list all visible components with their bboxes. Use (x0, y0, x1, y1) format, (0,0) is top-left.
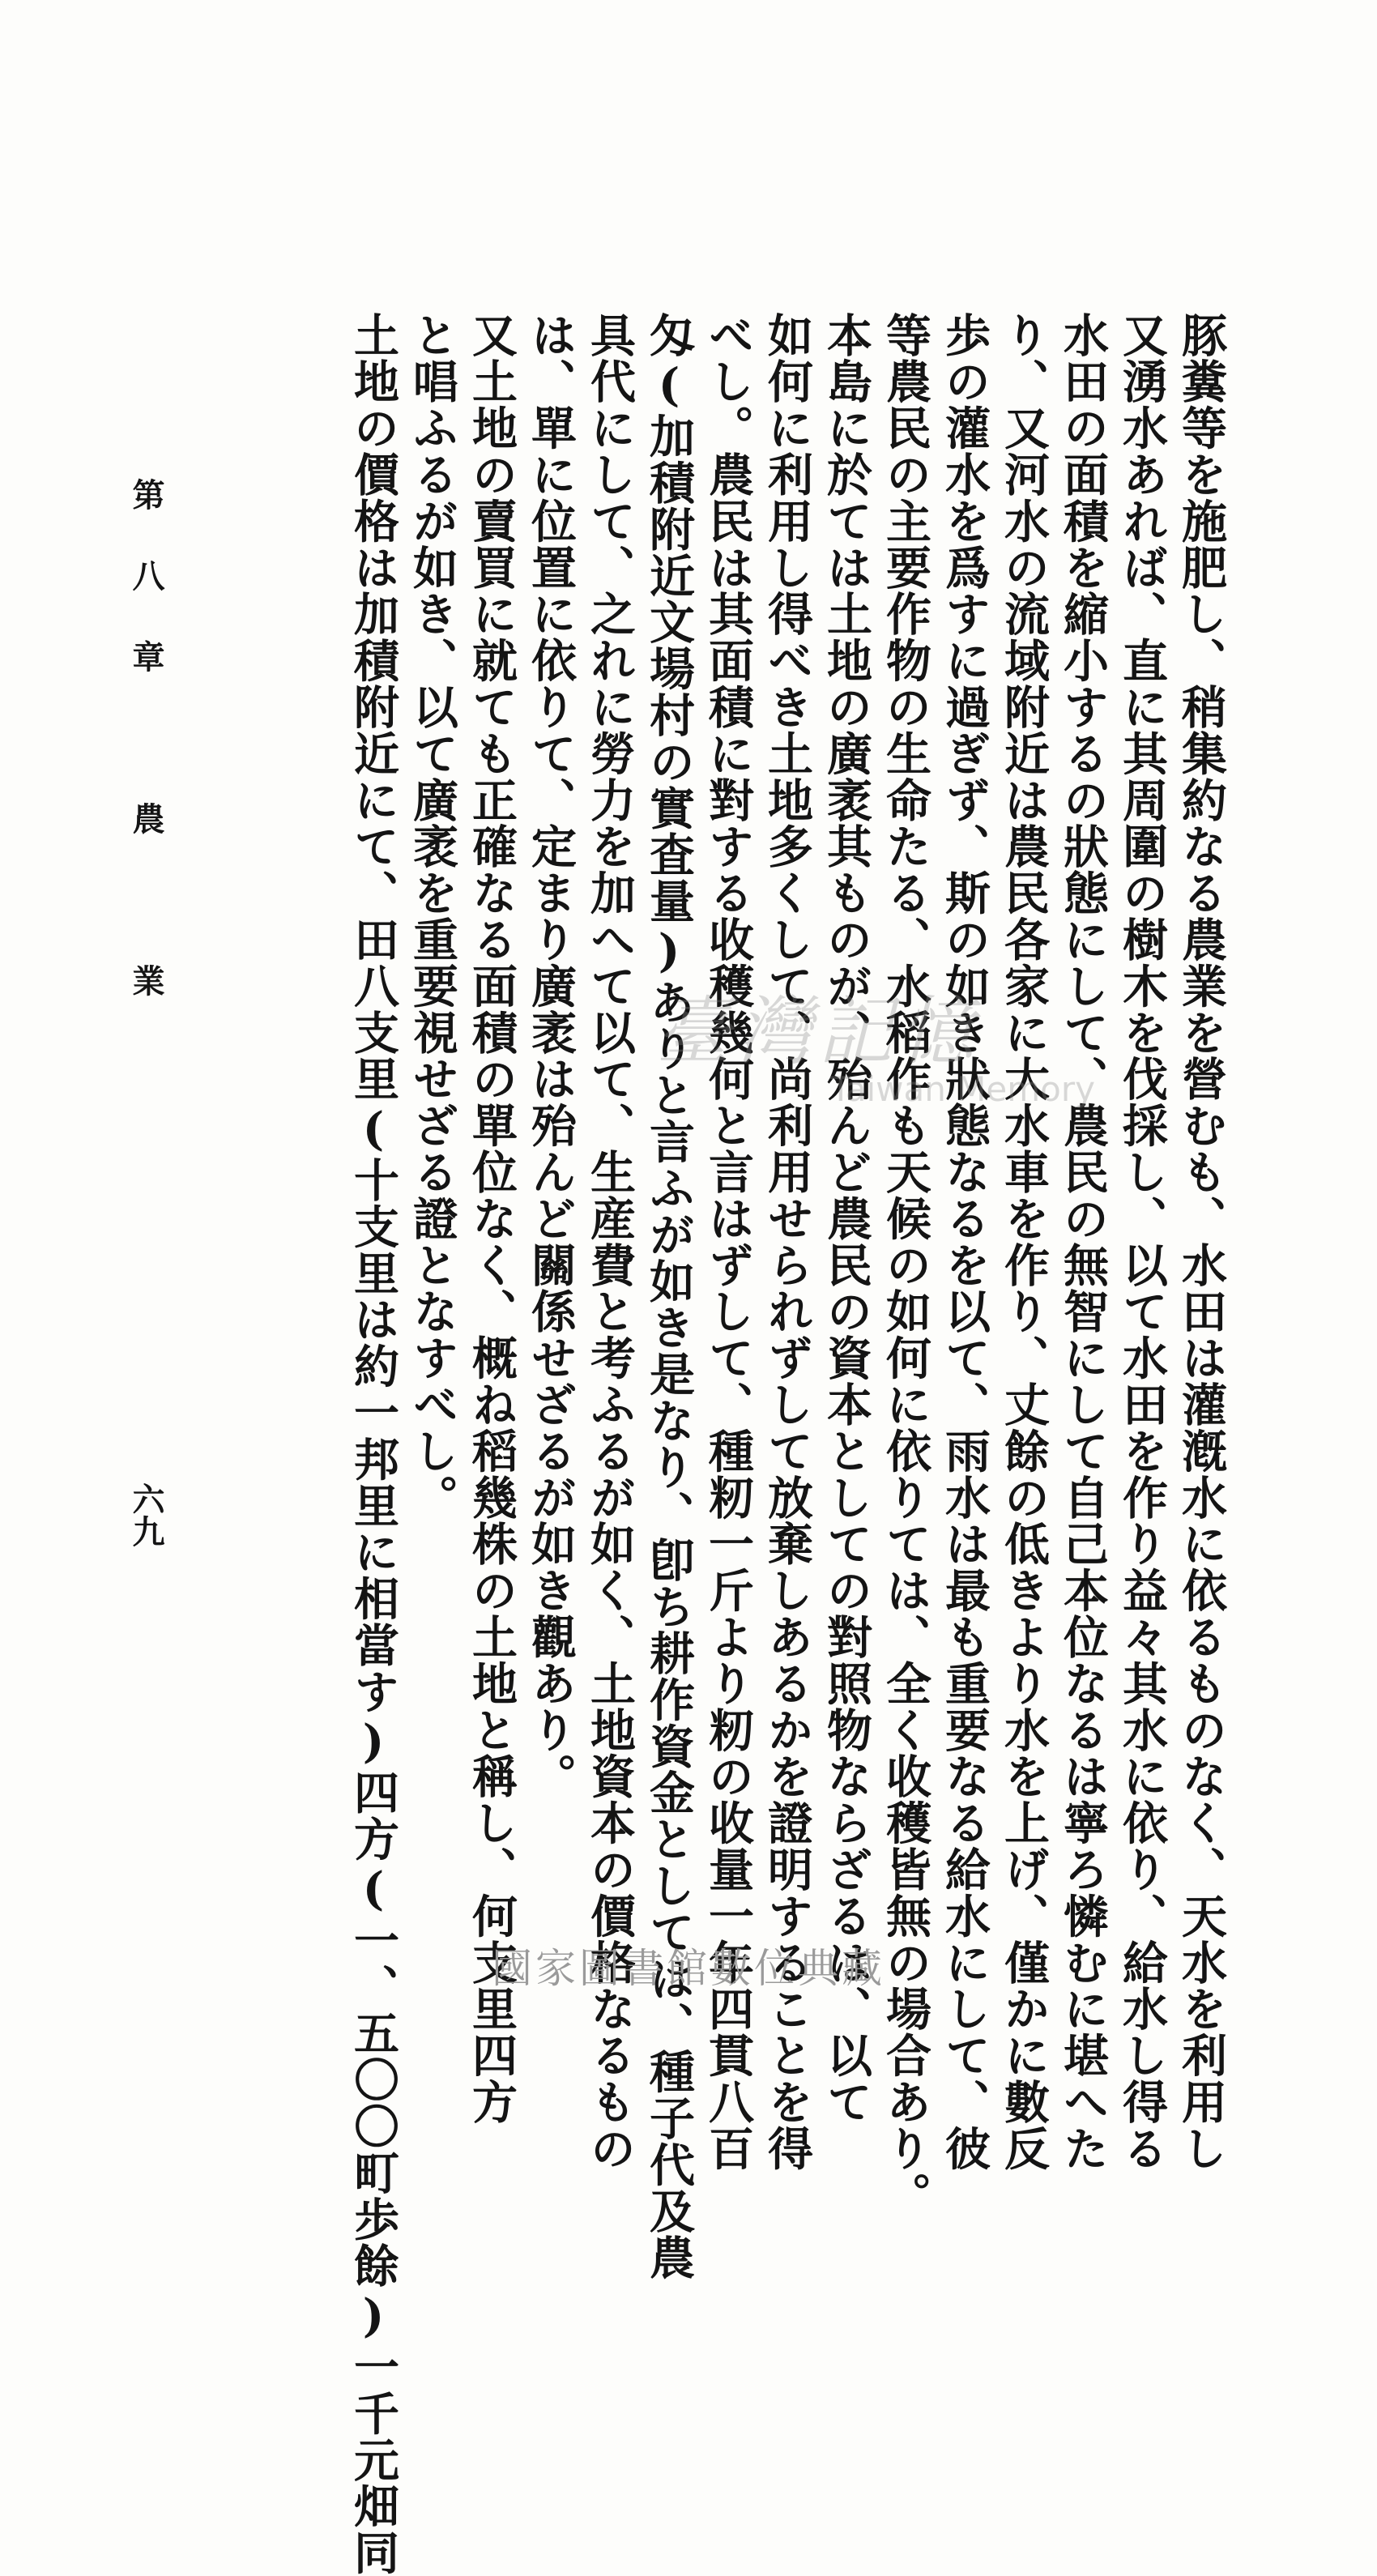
footer-caption: 國家圖書館數位典藏 (492, 1945, 885, 1992)
text-line: は、單に位置に依りて、定まり廣袤は殆んど關係せざるが如き觀あり。 (524, 312, 578, 1800)
text-line: と唱ふるが如き、以て廣袤を重要視せざる證となすべし。 (406, 312, 459, 1521)
text-line: 水田の面積を縮小するの狀態にして、農民の無智にして自己本位なるは寧ろ憐むに堪へた (1056, 312, 1110, 2172)
text-line: 本島に於ては土地の廣袤其ものが、殆んど農民の資本としての對照物ならざるは、以て (820, 312, 873, 2126)
text-line: 具代にして、之れに勞力を加へて以て、生産費と考ふるが如く、土地資本の價格なるもの (583, 312, 637, 2172)
text-line: 歩の灌水を爲すに過ぎず、斯の如き狀態なるを以て、雨水は最も重要なる給水にして、彼 (938, 312, 991, 2172)
text-line: 匁(加積附近文場村の實査量)ありと言ふが如き是なり、卽ち耕作資金としては、種子代及農 (642, 312, 696, 2281)
watermark-english: Taiwan Memory (830, 1069, 1095, 1109)
text-line: り、又河水の流域附近は農民各家に大水車を作り、丈餘の低きより水を上げ、僅かに數反 (997, 312, 1051, 2172)
text-line: 土地の價格は加積附近にて、田八支里(十支里は約一邦里に相當す)四方(一、五〇〇町歩餘)一千元畑同 (347, 312, 400, 2576)
running-head: 第八章 農 業 (127, 478, 165, 1045)
text-line: 如何に利用し得べき土地多くして、尚利用せられずして放棄しあるかを證明することを得 (761, 312, 814, 2172)
text-line: 豚糞等を施肥し、稍集約なる農業を營むも、水田は灌漑水に依るものなく、天水を利用し (1174, 312, 1228, 2172)
watermark-logo (656, 972, 1110, 1134)
page-number: 六九 (127, 1482, 165, 1547)
text-line: 等農民の主要作物の生命たる、水稻作も天候の如何に依りては、全く收穫皆無の場合あり。 (879, 312, 932, 2219)
watermark-chinese: 臺灣記憶 (656, 988, 981, 1075)
text-line: べし。農民は其面積に對する收穫幾何と言はずして、種籾一斤より籾の收量一年四貫八百 (701, 312, 755, 2172)
text-line: 又湧水あれば、直に其周圍の樹木を伐採し、以て水田を作り益々其水に依り、給水し得る (1115, 312, 1169, 2172)
text-line: 又土地の賣買に就ても正確なる面積の單位なく、概ね稻幾株の土地と稱し、何支里四方 (465, 312, 518, 2126)
